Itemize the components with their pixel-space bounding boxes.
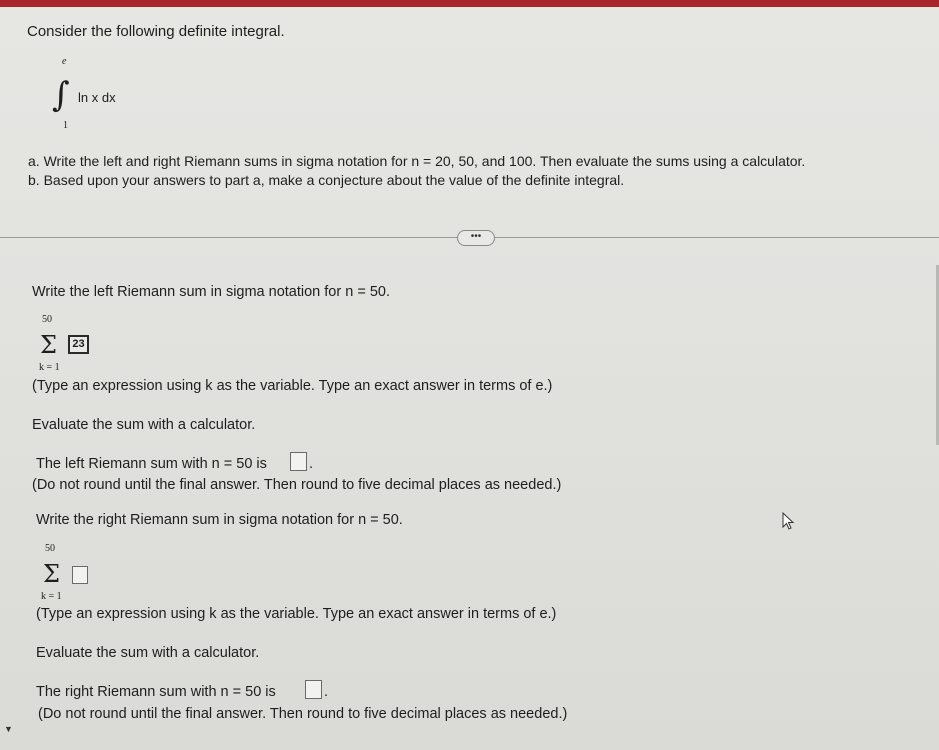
intro-text: Consider the following definite integral. xyxy=(27,23,285,40)
integrand: ln x dx xyxy=(78,90,116,105)
right-sum-value-input[interactable] xyxy=(305,680,322,699)
period: . xyxy=(324,684,329,700)
integral-lower-limit: 1 xyxy=(63,120,68,131)
integral-sign: ∫ xyxy=(52,75,70,115)
left-round-note: (Do not round until the final answer. Then round to five decimal places as needed.) xyxy=(32,477,562,493)
right-sigma-symbol: Σ xyxy=(43,560,60,588)
left-sum-hint: (Type an expression using k as the variable. Type an exact answer in terms of e.) xyxy=(32,378,553,394)
part-b-text: b. Based upon your answers to part a, make a conjecture about the value of the definite integral. xyxy=(28,172,625,188)
right-sum-hint: (Type an expression using k as the variable. Type an exact answer in terms of e.) xyxy=(36,606,557,622)
left-sum-prompt: Write the left Riemann sum in sigma notation for n = 50. xyxy=(32,284,390,300)
right-sigma-lower: k = 1 xyxy=(41,591,62,602)
top-accent-bar xyxy=(0,0,939,7)
left-sigma-symbol: Σ xyxy=(40,331,57,359)
right-result-sentence: The right Riemann sum with n = 50 is xyxy=(36,684,276,700)
integral-upper-limit: e xyxy=(62,56,67,67)
right-sum-prompt: Write the right Riemann sum in sigma notation for n = 50. xyxy=(36,512,403,528)
left-sum-value-input[interactable] xyxy=(290,452,307,471)
left-result-sentence: The left Riemann sum with n = 50 is xyxy=(36,456,267,472)
right-sigma-upper: 50 xyxy=(45,543,55,554)
right-round-note: (Do not round until the final answer. Then round to five decimal places as needed.) xyxy=(38,706,568,722)
part-a-text: a. Write the left and right Riemann sums in sigma notation for n = 20, 50, and 100. Then evaluate the sums using a calculator. xyxy=(28,153,806,169)
left-evaluate-text: Evaluate the sum with a calculator. xyxy=(32,417,256,433)
left-sigma-upper: 50 xyxy=(42,314,52,325)
right-sum-answer-box[interactable] xyxy=(72,566,88,584)
chevron-down-icon[interactable]: ▼ xyxy=(4,724,13,734)
right-evaluate-text: Evaluate the sum with a calculator. xyxy=(36,645,260,661)
left-sum-answer-box[interactable]: 23 xyxy=(68,335,89,354)
period: . xyxy=(309,456,314,472)
left-sigma-lower: k = 1 xyxy=(39,362,60,373)
more-options-button[interactable]: ••• xyxy=(457,230,495,246)
mouse-pointer-icon xyxy=(781,511,795,531)
